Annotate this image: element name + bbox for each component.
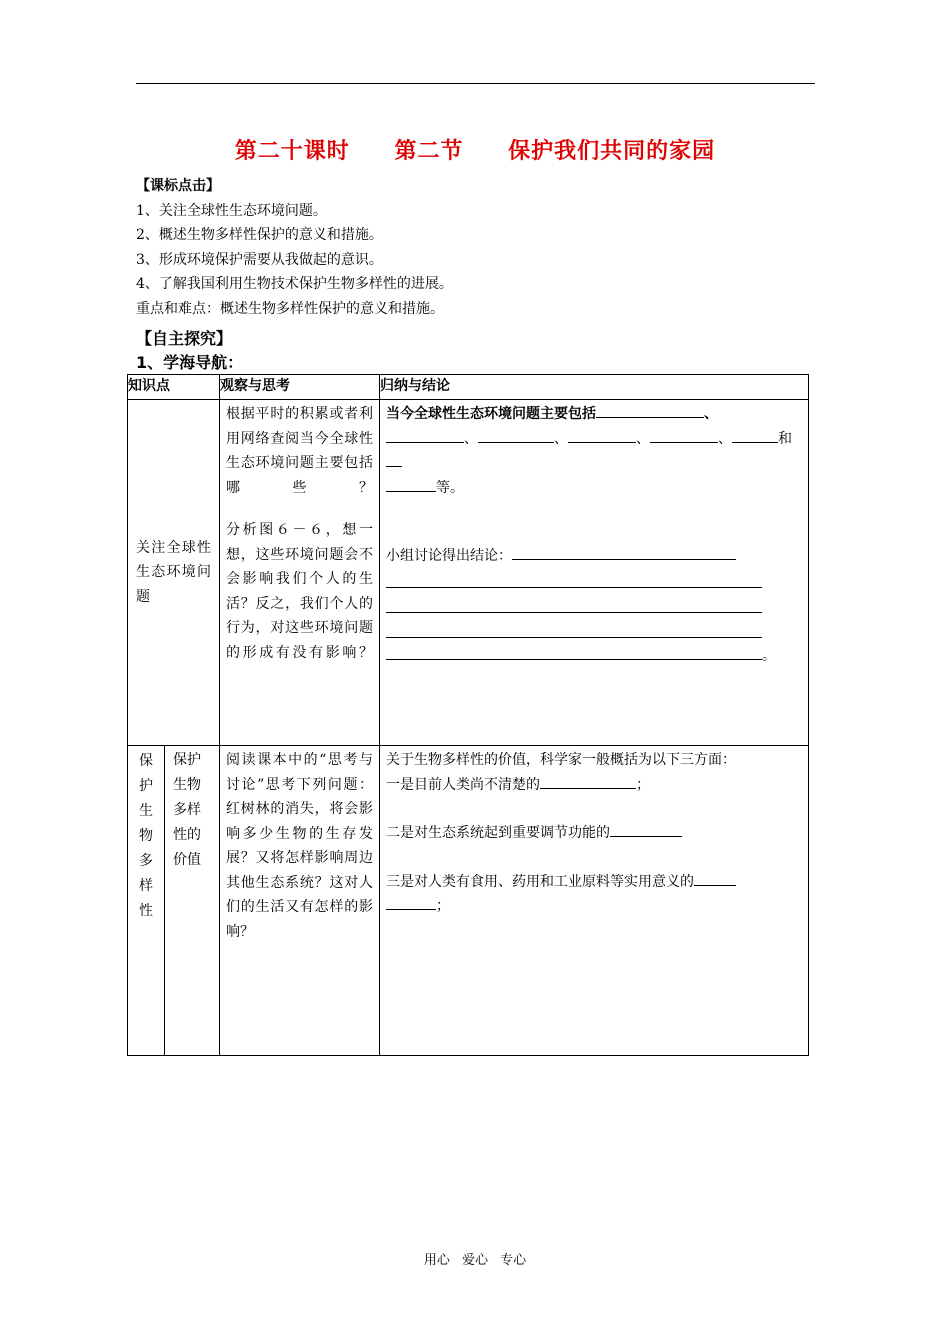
- header-rule: [136, 83, 815, 84]
- value-3-blank-a[interactable]: [694, 870, 736, 886]
- blank-3[interactable]: [478, 427, 554, 443]
- observe-mangrove: 阅读课本中的“思考与讨论”思考下列问题：红树林的消失，将会影响多少生物的生存发展？又将怎样影响周边其他生态系统？这对人们的生活又有怎样的影响？: [226, 752, 373, 940]
- blank-7a[interactable]: [386, 451, 402, 467]
- value-3-text: 三是对人类有食用、药用和工业原料等实用意义的: [386, 873, 694, 890]
- title-topic: 保护我们共同的家园: [508, 139, 716, 164]
- key-points: 重点和难点：概述生物多样性保护的意义和措施。: [136, 300, 444, 317]
- sep-and: 和: [778, 430, 792, 447]
- study-table: [127, 374, 809, 1056]
- blank-6[interactable]: [732, 427, 778, 443]
- header-knowledge: 知识点: [128, 375, 220, 400]
- observe-question-1: 根据平时的积累或者利用网络查阅当今全球性生态环境问题主要包括哪些？: [226, 406, 373, 496]
- blank-4[interactable]: [568, 427, 636, 443]
- topic-protect-biodiversity: 保护生物多样性: [139, 753, 153, 919]
- curriculum-item-3: 3、形成环境保护需要从我做起的意识。: [136, 251, 383, 268]
- self-study-heading: 【自主探究】: [136, 329, 233, 348]
- value-2: [386, 821, 802, 846]
- footer-word-2: 爱心: [461, 1253, 488, 1268]
- value-2-text: 二是对生态系统起到重要调节功能的: [386, 825, 610, 841]
- topic-global-environment: 关注全球性生态环境问题: [136, 539, 211, 605]
- value-1-end: ；: [636, 776, 650, 793]
- sep: 、: [554, 430, 568, 447]
- page-footer: [0, 1249, 950, 1268]
- curriculum-item-1: 1、关注全球性生态环境问题。: [136, 202, 327, 219]
- value-1: [386, 773, 802, 798]
- group-discussion: [380, 542, 808, 670]
- value-2-blank[interactable]: [610, 821, 682, 837]
- sep: 、: [718, 430, 732, 447]
- value-3-blank-b[interactable]: [386, 894, 436, 910]
- discussion-line-3[interactable]: [386, 594, 762, 613]
- topic-biodiversity-value: 保护生物多样性的价值: [173, 752, 201, 868]
- discussion-line-5[interactable]: [386, 644, 762, 660]
- sep: 、: [464, 430, 478, 447]
- end-period: 。: [762, 647, 776, 664]
- curriculum-heading: 【课标点击】: [136, 178, 220, 194]
- curriculum-section: [136, 174, 816, 321]
- biodiversity-value-conclusion: [380, 746, 808, 921]
- blank-5[interactable]: [650, 427, 718, 443]
- title-lesson: 第二十课时: [234, 139, 350, 164]
- discussion-label: 小组讨论得出结论：: [386, 548, 512, 564]
- footer-word-3: 专心: [500, 1253, 527, 1268]
- title-section: 第二节: [394, 139, 464, 164]
- study-guide-heading: 1、学海导航：: [136, 353, 244, 372]
- value-1-text: 一是目前人类尚不清楚的: [386, 776, 540, 793]
- value-1-blank[interactable]: [540, 773, 636, 789]
- curriculum-item-4: 4、了解我国利用生物技术保护生物多样性的进展。: [136, 276, 453, 292]
- conclusion-lead: 当今全球性生态环境问题主要包括: [386, 406, 596, 422]
- header-observe: 观察与思考: [220, 375, 380, 400]
- value-3-end: ；: [436, 898, 450, 914]
- sep: 、: [704, 406, 718, 422]
- discussion-line-4[interactable]: [386, 619, 762, 638]
- end-deng: 等。: [436, 479, 464, 496]
- sep: 、: [636, 430, 650, 447]
- blank-2[interactable]: [386, 427, 464, 443]
- page-title: [0, 134, 950, 165]
- blank-7b[interactable]: [386, 476, 436, 492]
- table-header-row: [128, 375, 809, 400]
- blank-1[interactable]: [596, 402, 704, 418]
- curriculum-item-2: 2、概述生物多样性保护的意义和措施。: [136, 227, 383, 243]
- discussion-blank-1[interactable]: [512, 544, 736, 560]
- value-3: [386, 870, 802, 919]
- observe-question-2: 分析图６－６，想一想，这些环境问题会不会影响我们个人的生活？反之，我们个人的行为，对这些环境问题的形成有没有影响？: [226, 522, 373, 661]
- table-row: [128, 400, 809, 746]
- footer-word-1: 用心: [423, 1253, 450, 1268]
- header-conclusion: 归纳与结论: [380, 375, 809, 400]
- conclusion-environment: [380, 400, 808, 502]
- discussion-line-2[interactable]: [386, 569, 762, 588]
- value-intro: 关于生物多样性的价值，科学家一般概括为以下三方面：: [386, 752, 736, 768]
- table-row: [128, 746, 809, 1056]
